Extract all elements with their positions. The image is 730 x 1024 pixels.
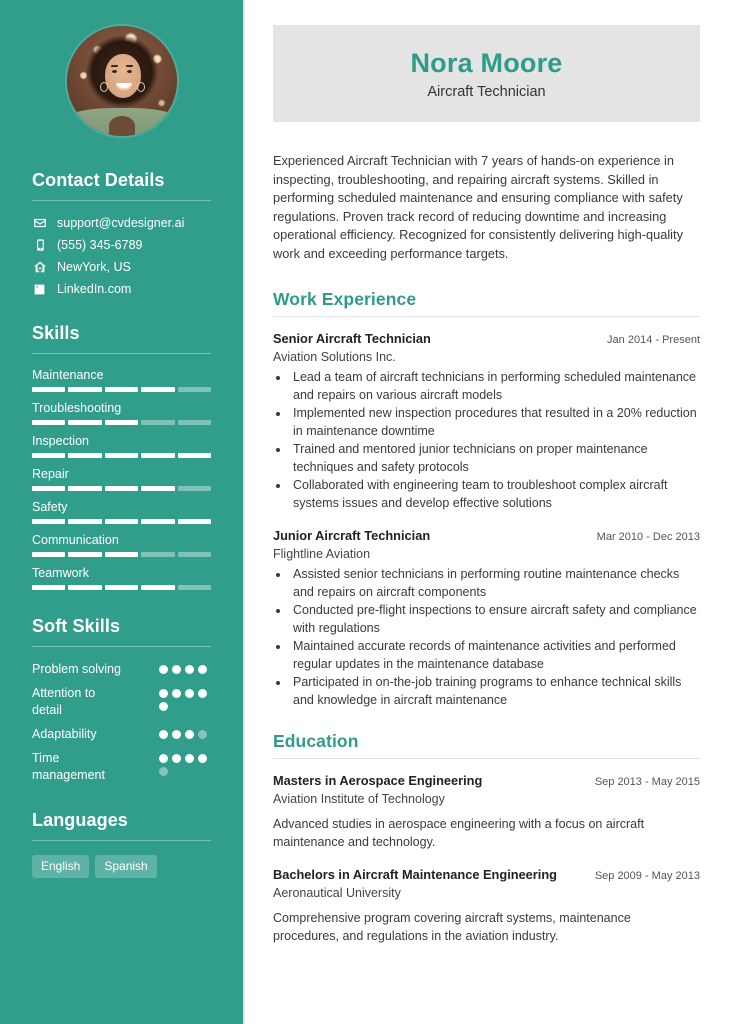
skill-name: Repair — [32, 467, 69, 481]
entry-organization: Aeronautical University — [273, 886, 401, 900]
entry-bullet: • Participated in on-the-job training programs to enhance technical skills and knowledge in aircraft maintenance — [290, 674, 700, 709]
entry-header — [273, 527, 700, 545]
skill-row — [32, 434, 211, 458]
skill-segment — [141, 552, 174, 557]
experience-entry — [273, 772, 700, 851]
rating-dot — [198, 754, 207, 763]
rating-dot — [185, 754, 194, 763]
soft-skill-name: Adaptability — [32, 727, 97, 741]
entry-bullet-list — [290, 566, 700, 709]
entry-description: Advanced studies in aerospace engineering with a focus on aircraft maintenance and technology. — [273, 817, 645, 849]
skills-section — [32, 323, 211, 590]
rating-dot — [172, 754, 181, 763]
skill-segment — [32, 585, 65, 590]
profile-photo — [67, 26, 177, 136]
rating-dot — [172, 689, 181, 698]
divider — [273, 316, 700, 317]
soft-skill-name: Attention to detail — [32, 686, 96, 717]
skill-level-bar — [32, 420, 211, 425]
skill-segment — [68, 453, 101, 458]
skill-segment — [105, 552, 138, 557]
candidate-name: Nora Moore — [410, 48, 563, 78]
main-content — [245, 0, 730, 1024]
skill-segment — [141, 519, 174, 524]
skill-segment — [141, 420, 174, 425]
contact-item-phone[interactable] — [32, 237, 211, 253]
rating-dot — [198, 730, 207, 739]
soft-skill-row — [32, 750, 211, 784]
contact-item-linkedin[interactable] — [32, 281, 211, 297]
skill-name: Troubleshooting — [32, 401, 122, 415]
skill-segment — [105, 585, 138, 590]
skill-row — [32, 533, 211, 557]
skill-segment — [105, 453, 138, 458]
skill-row — [32, 566, 211, 590]
skill-level-bar — [32, 486, 211, 491]
skill-row — [32, 500, 211, 524]
skill-segment — [141, 453, 174, 458]
skill-level-bar — [32, 552, 211, 557]
rating-dot — [185, 689, 194, 698]
skill-segment — [141, 585, 174, 590]
entry-title: Junior Aircraft Technician — [273, 528, 431, 543]
languages-section — [32, 810, 211, 878]
skill-segment — [178, 486, 211, 491]
skill-segment — [32, 387, 65, 392]
envelope-icon — [32, 216, 47, 230]
skill-segment — [178, 519, 211, 524]
entry-header — [273, 772, 700, 790]
contact-email-label: support@cvdesigner.ai — [57, 216, 185, 230]
work-experience-section — [273, 289, 700, 709]
entry-bullet: • Assisted senior technicians in performing routine maintenance checks and repairs on aircraft components — [290, 566, 700, 601]
soft-skill-rating — [159, 726, 211, 739]
rating-dot — [159, 665, 168, 674]
contact-linkedin-label: LinkedIn.com — [57, 282, 132, 296]
language-chip: Spanish — [95, 855, 156, 878]
skill-segment — [141, 387, 174, 392]
entry-date-range: Sep 2013 - May 2015 — [594, 776, 700, 788]
soft-skill-name: Time management — [32, 751, 105, 782]
rating-dot — [185, 730, 194, 739]
skill-row — [32, 467, 211, 491]
entry-bullet: • Trained and mentored junior technicians on proper maintenance techniques and safety protocols — [290, 441, 700, 476]
skill-level-bar — [32, 585, 211, 590]
entry-header — [273, 866, 700, 884]
rating-dot — [159, 730, 168, 739]
languages-list — [32, 855, 211, 878]
soft-skill-row — [32, 661, 211, 678]
entry-header — [273, 330, 700, 348]
entry-bullet: • Collaborated with engineering team to troubleshoot complex aircraft systems issues and develop effective solutions — [290, 477, 700, 512]
divider — [32, 353, 211, 354]
education-heading: Education — [273, 731, 359, 751]
divider — [273, 758, 700, 759]
skill-name: Maintenance — [32, 368, 104, 382]
soft-skills-heading: Soft Skills — [32, 616, 121, 636]
soft-skill-row — [32, 685, 211, 719]
entry-title: Bachelors in Aircraft Maintenance Engineering — [273, 867, 557, 882]
rating-dot — [172, 730, 181, 739]
rating-dot — [198, 689, 207, 698]
languages-heading: Languages — [32, 810, 128, 830]
soft-skill-name: Problem solving — [32, 662, 121, 676]
work-experience-heading: Work Experience — [273, 289, 417, 309]
skill-name: Teamwork — [32, 566, 89, 580]
soft-skill-rating — [159, 685, 211, 711]
skill-segment — [178, 552, 211, 557]
divider — [32, 646, 211, 647]
entry-bullet: • Conducted pre-flight inspections to ensure aircraft safety and compliance with regulations — [290, 602, 700, 637]
rating-dot — [185, 665, 194, 674]
skill-segment — [32, 552, 65, 557]
rating-dot — [159, 754, 168, 763]
entry-organization: Aviation Institute of Technology — [273, 792, 445, 806]
linkedin-icon — [32, 283, 47, 296]
rating-dot — [172, 665, 181, 674]
experience-entry — [273, 330, 700, 512]
skill-segment — [32, 519, 65, 524]
skill-segment — [178, 585, 211, 590]
skill-segment — [68, 519, 101, 524]
avatar-wrapper — [32, 26, 211, 136]
skill-segment — [68, 486, 101, 491]
soft-skill-rating — [159, 750, 211, 776]
entry-title: Senior Aircraft Technician — [273, 331, 431, 346]
home-icon — [32, 260, 47, 274]
skill-segment — [68, 585, 101, 590]
rating-dot — [198, 665, 207, 674]
contact-details-heading: Contact Details — [32, 170, 165, 190]
rating-dot — [159, 702, 168, 711]
candidate-job-title: Aircraft Technician — [427, 84, 546, 100]
soft-skill-rating — [159, 661, 211, 674]
skill-level-bar — [32, 519, 211, 524]
skill-row — [32, 401, 211, 425]
name-banner — [273, 25, 700, 122]
education-list — [273, 772, 700, 945]
entry-bullet: • Maintained accurate records of maintenance activities and performed regular updates in the maintenance database — [290, 638, 700, 673]
contact-location-label: NewYork, US — [57, 260, 131, 274]
skill-segment — [178, 453, 211, 458]
skill-segment — [32, 420, 65, 425]
skill-segment — [105, 387, 138, 392]
work-experience-list — [273, 330, 700, 709]
entry-date-range: Mar 2010 - Dec 2013 — [596, 531, 700, 543]
rating-dot — [159, 767, 168, 776]
skill-segment — [32, 486, 65, 491]
entry-bullet: • Implemented new inspection procedures that resulted in a 20% reduction in maintenance downtime — [290, 405, 700, 440]
skill-name: Communication — [32, 533, 119, 547]
education-section — [273, 731, 700, 945]
skills-list — [32, 368, 211, 590]
divider — [32, 840, 211, 841]
soft-skills-list — [32, 661, 211, 784]
experience-entry — [273, 866, 700, 945]
contact-details-section — [32, 170, 211, 297]
entry-organization: Aviation Solutions Inc. — [273, 350, 396, 364]
contact-item-email[interactable] — [32, 215, 211, 231]
phone-icon — [32, 238, 47, 252]
skill-segment — [178, 420, 211, 425]
skill-segment — [105, 519, 138, 524]
contact-phone-label: (555) 345-6789 — [57, 238, 143, 252]
divider — [32, 200, 211, 201]
skill-name: Safety — [32, 500, 68, 514]
skill-segment — [105, 486, 138, 491]
entry-date-range: Jan 2014 - Present — [607, 334, 700, 346]
entry-description: Comprehensive program covering aircraft systems, maintenance procedures, and regulations in the aviation industry. — [273, 911, 631, 943]
professional-summary: Experienced Aircraft Technician with 7 years of hands-on experience in inspecting, troubleshooting, and repairing aircraft systems. Skilled in performing scheduled maintenance and ensuring compliance with safety regulations. Proven track record of reducing downtime and increasing operational efficiency. Recognized for consistently delivering high-quality work and exceeding performance targets. — [273, 153, 683, 261]
entry-bullet-list — [290, 369, 700, 512]
skills-heading: Skills — [32, 323, 80, 343]
skill-name: Inspection — [32, 434, 89, 448]
rating-dot — [159, 689, 168, 698]
sidebar — [0, 0, 245, 1024]
skill-segment — [178, 387, 211, 392]
skill-segment — [68, 420, 101, 425]
skill-segment — [68, 552, 101, 557]
contact-list — [32, 215, 211, 297]
experience-entry — [273, 527, 700, 709]
skill-segment — [68, 387, 101, 392]
contact-item-location[interactable] — [32, 259, 211, 275]
skill-segment — [141, 486, 174, 491]
language-chip: English — [32, 855, 89, 878]
skill-segment — [105, 420, 138, 425]
entry-bullet: • Lead a team of aircraft technicians in performing scheduled maintenance and repairs on various aircraft models — [290, 369, 700, 404]
entry-date-range: Sep 2009 - May 2013 — [594, 870, 700, 882]
skill-level-bar — [32, 453, 211, 458]
skill-row — [32, 368, 211, 392]
skill-level-bar — [32, 387, 211, 392]
entry-organization: Flightline Aviation — [273, 547, 371, 561]
soft-skills-section — [32, 616, 211, 784]
skill-segment — [32, 453, 65, 458]
soft-skill-row — [32, 726, 211, 743]
entry-title: Masters in Aerospace Engineering — [273, 773, 483, 788]
